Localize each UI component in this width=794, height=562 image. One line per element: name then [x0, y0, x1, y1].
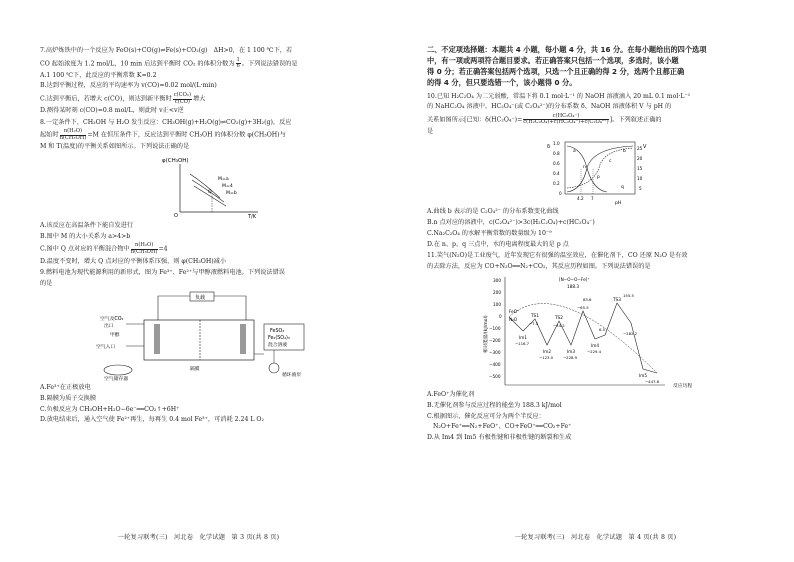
q9-air-store	[104, 365, 132, 375]
q8-optc-tail: =4	[158, 245, 168, 253]
q10-vtick: 5	[639, 186, 642, 192]
q9-mix-label: 混合溶液	[268, 343, 288, 349]
q11-top-species: [N−O−O−Fe]⁺	[559, 277, 590, 283]
q10-ytick: 0.8	[553, 151, 560, 157]
q7-optc-text: C.达到平衡后，若增大 c(CO)，则达到新平衡时	[40, 95, 172, 103]
q9-stem: 9.燃料电池为现代能源利用的新形式，图为 Fe³⁺、Fe²⁺与甲醇液燃料电池。下列说法错误	[40, 269, 285, 277]
q9-option-a: A.Fe³⁺在正极放电	[40, 384, 91, 392]
q11-ytick: 100	[493, 302, 501, 308]
q7-stem-line2	[40, 58, 377, 70]
q11-option-c: C.根据图示，催化反应可分为两个半反应：	[427, 412, 545, 420]
q11-value: 6.5	[599, 327, 606, 333]
q11-value: −447.8	[645, 379, 660, 385]
q7-stem-part: CO 起始浓度为 1.2 mol/L，10 min 后达到平衡时 CO₂ 的体积分数为	[40, 60, 235, 67]
section-line-1: 二、不定项选择题：本题共 4 小题，每小题 4 分，共 16 分。在每小题给出的四个选项	[427, 45, 707, 54]
q11-label-ts1: TS1	[531, 313, 539, 319]
q8-label-m-4: M=4	[222, 183, 233, 189]
q11-label-im5: Im5	[639, 373, 647, 379]
q11-ytick: 200	[493, 290, 501, 296]
q10-point-b: b	[623, 149, 626, 155]
q8-origin: O	[174, 212, 178, 219]
q8-optc-text: C.图中 Q 点对应的平衡混合物中	[40, 245, 130, 253]
q8-stem-line3: M 和 T(温度)的平衡关系如图所示。下列说法正确的是	[40, 143, 190, 151]
q9-air-inlet-label: 空气入口	[96, 345, 116, 351]
q9-left-electrode	[154, 324, 160, 354]
q7-optc-tail: 增大	[193, 95, 206, 103]
q11-ytick: −300	[489, 350, 501, 356]
q10-point-a: a	[573, 149, 576, 155]
q9-membrane-label: 隔膜	[190, 367, 200, 373]
q11-y-label: 相对能量/(kJ/mol)	[484, 315, 489, 354]
q11-label-im1: Im1	[519, 335, 527, 341]
q8-fig-ylabel: φ(CH₃OH)	[162, 157, 189, 164]
q10-stem-tail: ]。下列叙述正确的	[609, 116, 662, 124]
q10-option-a: A.曲线 b 表示的是 C₂O₄²⁻ 的分布系数变化曲线	[427, 208, 559, 216]
q11-x-label: 反应历程	[673, 384, 693, 390]
q11-label-feo: FeO⁺	[509, 309, 520, 315]
q11-label-im4: Im4	[591, 343, 599, 349]
q9-load-label: 负载	[195, 295, 206, 302]
q11-ytick: −200	[489, 338, 501, 344]
q7-option-b: B.达到平衡过程，反应的平均速率为 v(CO)=0.02 mol/(L·min)	[40, 82, 217, 90]
q8-option-c	[40, 243, 377, 255]
q10-curve-c	[567, 148, 633, 191]
q9-right-electrode	[240, 324, 246, 354]
q11-ytick: 0	[499, 314, 502, 320]
q8-optc-den: n(CH₃OH)	[130, 248, 158, 255]
q10-vtick: 20	[637, 156, 643, 162]
q7-stem: 7.高炉炼铁中的一个反应为 FeO(s)+CO(g)⇌Fe(s)+CO₂(g) ΔH>0，在 1 100 ℃下，若	[40, 47, 293, 54]
q10-point-c: c	[609, 159, 612, 165]
right-page	[397, 0, 794, 562]
q10-distribution-figure	[427, 138, 757, 206]
q10-stem-part: 关系如图所示[已知：δ(HC₂O₄⁻)=	[427, 116, 523, 124]
section-line-2: 中，有一项或两项符合题目要求。若正确答案只包括一个选项，多选时，该小题	[427, 56, 679, 66]
q11-top-value: 188.3	[567, 284, 579, 290]
q10-v-label: V	[643, 144, 647, 151]
q8-fraction	[60, 129, 87, 141]
q10-ytick: 0.2	[553, 181, 560, 187]
q11-option-d: D.从 Im4 到 Im5 有极性键和非极性键的断裂和生成	[427, 434, 572, 442]
q7-stem-tail: 。下列说法错误的是	[241, 60, 298, 67]
q7-optc-fraction	[173, 93, 192, 105]
q11-value: −116.7	[515, 341, 530, 347]
q10-point-n: n	[583, 165, 586, 171]
q11-label-im2: Im2	[543, 349, 551, 355]
q8-option-b: B.图中 M 的大小关系为 a>4>b	[40, 232, 131, 240]
q7-fraction	[236, 58, 241, 70]
q11-option-c-equations: N₂O+Fe⁺══N₂+FeO⁺、CO+FeO⁺══CO₂+Fe⁺	[433, 423, 572, 431]
q10-point-q: q	[621, 185, 624, 191]
q7-option-a: A.1 100 ℃下，此反应的平衡常数 K=0.2	[40, 71, 157, 79]
q9-out-label: 出口	[104, 324, 114, 330]
q10-stem-line3	[427, 114, 766, 126]
q9-pump-icon	[269, 363, 279, 373]
q8-stem-part: 起始时	[40, 131, 59, 139]
q8-label-q: Q	[208, 189, 212, 195]
q9-feso4-label: FeSO₄	[270, 329, 285, 335]
q9-methanol-label: 甲醇	[110, 333, 120, 339]
q10-stem-line2: 的 NaHC₂O₄ 溶液中，HC₂O₄⁻(或 C₂O₄²⁻)的分布系数 δ、NaOH 溶液体积 V 与 pH 的	[427, 103, 672, 111]
q11-value: −282.2	[623, 331, 638, 337]
q11-energy-profile	[427, 273, 767, 389]
q7-option-c	[40, 93, 377, 105]
q11-value: 155.5	[623, 293, 634, 299]
q9-co2-label: 空气及CO₂	[100, 317, 124, 323]
q8-stem: 8.一定条件下，CH₃OH 与 H₂O 发生反应：CH₃OH(g)+H₂O(g)⇌CO₂(g)+3H₂(g)，反应	[40, 118, 292, 126]
q7-option-d: D.测得某时刻 c(CO)=0.8 mol/L，则此时 v正<v逆	[40, 107, 184, 115]
q8-frac-num: n(H₂O)	[60, 129, 87, 135]
q8-optc-fraction	[131, 243, 158, 255]
q8-option-d: D.温度不变时，增大 Q 点对应的平衡体系压强，则 φ(CH₃OH)减小	[40, 257, 227, 265]
q10-ytick: 0.6	[553, 161, 560, 167]
q10-xtick: 4.2	[577, 196, 584, 202]
q11-stem-line2: 的去除方法，反应为 CO+N₂O══N₂+CO₂，其反应历程如图。下列说法错误的是	[427, 262, 651, 270]
q11-label-im3: Im3	[567, 349, 575, 355]
q9-fuel-cell-diagram	[40, 290, 340, 382]
q11-yticks	[489, 278, 502, 379]
q11-ytick: 300	[493, 278, 501, 284]
q10-vtick: 15	[637, 166, 643, 172]
q10-option-c: C.Na₂C₂O₄ 的水解平衡常数的数量级为 10⁻⁹	[427, 229, 552, 237]
q7-optc-den: c(CO)	[174, 98, 190, 105]
q11-value: −229.4	[587, 349, 602, 355]
q10-vtick: 25	[637, 146, 643, 152]
q10-ytick: 1.0	[553, 141, 560, 147]
q11-value: 83.6	[583, 297, 592, 303]
q10-frac-num: c(HC₂O₄⁻)	[523, 114, 608, 120]
question-8	[40, 119, 377, 266]
q11-value: −123.0	[539, 355, 554, 361]
q11-value: −34.2	[553, 323, 565, 329]
q8-frac-den: n(CH₃OH)	[59, 134, 87, 141]
q11-label-ts2: TS2	[555, 315, 563, 321]
q8-stem-tail: =M 在恒压条件下，反应达到平衡时 CH₃OH 的体积分数 φ(CH₃OH)与	[87, 131, 286, 139]
q11-ytick: −400	[489, 362, 501, 368]
question-7	[40, 47, 377, 116]
right-footer: 一轮复习联考(三) 河北卷 化学试题 第 4 页(共 8 页)	[514, 534, 677, 541]
q8-fig-xlabel: T/K	[248, 213, 257, 220]
q11-ytick: −100	[489, 326, 501, 332]
section-line-4: 的得 4 分，但只要选错一个，该小题得 0 分。	[427, 78, 577, 88]
q10-vtick: 10	[637, 176, 643, 182]
q10-xtick: 7	[591, 196, 594, 202]
q11-ytick: −500	[489, 374, 501, 380]
q11-label-n2o: N₂O	[509, 317, 518, 323]
q9-pipes	[254, 350, 274, 363]
q8-option-a: A.该反应在高温条件下能自发进行	[40, 221, 134, 229]
q7-frac-num: 1	[236, 56, 240, 63]
q11-value: −228.9	[563, 355, 578, 361]
q10-frac-den: c(H₂C₂O₄)+c(HC₂O₄⁻)+c(C₂O₄²⁻)	[523, 119, 609, 126]
section-heading	[427, 44, 766, 89]
q11-value: −7.5	[529, 321, 539, 327]
q9-cell-body	[144, 320, 254, 360]
q8-label-m-a: M=a	[218, 176, 229, 182]
q11-label-ts3: TS3	[613, 297, 621, 303]
question-11	[427, 252, 766, 442]
q9-option-c: C.负极反应为 CH₃OH+H₂O−6e⁻══CO₂↑+6H⁺	[40, 405, 180, 413]
q9-air-store-label: 空气储存器	[104, 377, 128, 383]
q8-label-m-b: M=b	[226, 190, 237, 196]
q10-stem: 10.已知 H₂C₂O₄ 为二元弱酸，常温下将 0.1 mol·L⁻¹ 的 NaOH 溶液滴入 20 mL 0.1 mol·L⁻¹	[427, 92, 691, 100]
q10-y-label: δ	[547, 144, 551, 151]
q9-option-b: B.隔膜为质子交换膜	[40, 394, 97, 402]
q11-stem: 11.笑气(N₂O)是工业废气，近年发现它有很强的温室效应，在催化剂下，CO 还原 N₂O 是有效	[427, 251, 688, 259]
section-line-3: 得 0 分；若正确答案包括两个选项，只选一个且正确的得 2 分，选两个且都正确	[427, 67, 685, 77]
q9-option-d: D.放电结束后，通入空气使 Fe²⁺再生，每再生 0.4 mol Fe³⁺，可消耗 2.24 L O₂	[40, 416, 264, 424]
q10-ytick: 0	[559, 191, 562, 197]
q9-fe2so4-label: Fe₂(SO₄)₃	[268, 336, 290, 342]
q8-phi-temperature-figure	[40, 154, 340, 220]
q8-optc-num: n(H₂O)	[131, 243, 158, 249]
q9-pump-label: 循环液泵	[282, 373, 302, 379]
q11-option-b: B.无催化剂参与反应过程的能垒为 188.3 kJ/mol	[427, 401, 562, 409]
q11-option-a: A.FeO⁺为催化剂	[427, 391, 475, 399]
q9-stem-line2: 的是	[40, 279, 53, 287]
q10-option-d: D.在 n、p、q 三点中，水的电离程度最大的是 p 点	[427, 240, 569, 248]
q10-fraction	[523, 114, 608, 126]
q8-stem-line2	[40, 129, 377, 141]
question-10	[427, 93, 766, 249]
q11-value: −65.5	[577, 305, 589, 311]
q10-ytick: 0.4	[553, 171, 560, 177]
q10-point-p: p	[597, 175, 600, 181]
q7-optc-num: c(CO₂)	[173, 92, 191, 99]
q10-x-label: pH	[615, 201, 622, 207]
q10-stem-line4: 是	[427, 127, 434, 135]
q7-frac-den: 6	[236, 63, 240, 69]
left-footer: 一轮复习联考(三) 河北卷 化学试题 第 3 页(共 8 页)	[117, 534, 280, 541]
q10-option-b: B.n 点对应的溶液中，c(C₂O₄²⁻)>3c(H₂C₂O₄)+c(HC₂O₄⁻)	[427, 219, 595, 227]
question-9	[40, 269, 377, 425]
